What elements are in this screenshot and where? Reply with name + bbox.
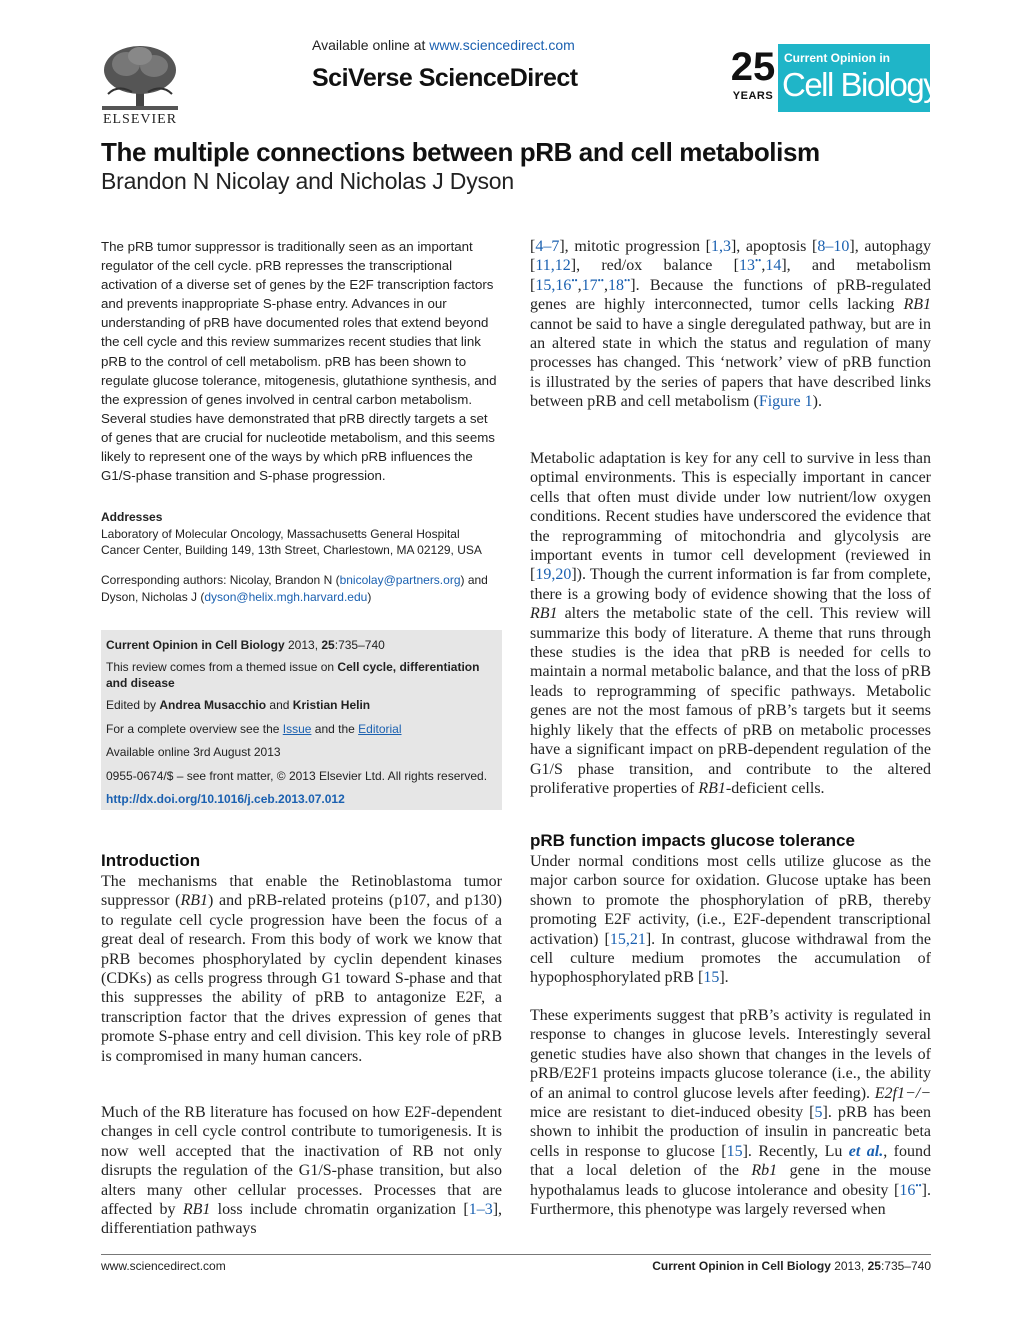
text: cannot be said to have a single deregulated pathway, but are in an altered state in which the status and regulation of many processes has changed. This ‘network’ view of pRB function is illustrated by the series of papers that have described links between pRB and cell metabolism ( <box>530 315 931 411</box>
text: gene in the mouse hypothalamus leads to glucose intolerance and obesity [ <box>530 1162 931 1199</box>
text: alters the metabolic state of the cell. This review will summarize this body of literature. A theme that runs through these studies is the idea that pRB is needed for cells to maintain a normal metabolic balance, and that the loss of pRB leads to reprogramming of specific pathways. Metabolic genes are not the most famous of pRB’s targets but it seems highly likely that the effects of pRB on metabolic processes have a significant impact on pRB-dependent regulation of the G1/S phase transition, and contribute to the altered proliferative properties of <box>530 605 931 797</box>
email-link-nicolay[interactable]: bnicolay@partners.org <box>339 573 461 587</box>
text: -deficient cells. <box>725 779 825 797</box>
footer-pages: :735–740 <box>880 1259 931 1273</box>
article-title: The multiple connections between pRB and cell metabolism <box>101 137 820 167</box>
text: ]. Recently, Lu <box>742 1142 849 1160</box>
reference-marker: •• <box>623 275 631 286</box>
info-overview <box>106 721 498 737</box>
doi-link[interactable] <box>106 791 498 807</box>
footer-website[interactable]: www.sciencedirect.com <box>101 1259 226 1273</box>
reference-marker: •• <box>571 275 578 286</box>
reference-marker: •• <box>755 256 762 267</box>
text: ]. In contrast, glucose withdrawal from the cell culture medium promotes the accumulation of hypophosphorylated pRB [ <box>530 930 931 987</box>
text: mice are resistant to diet-induced obesity [ <box>530 1104 815 1122</box>
info-overview-and: and the <box>311 722 359 736</box>
text: ], red/ox balance [ <box>570 257 739 275</box>
journal-badge <box>726 44 939 112</box>
reference-link[interactable]: 15 <box>726 1142 743 1160</box>
footer-journal: Current Opinion in Cell Biology <box>652 1259 831 1273</box>
available-online-line <box>312 37 575 53</box>
reference-marker: •• <box>915 1180 922 1191</box>
reference-link[interactable]: 8–10 <box>817 238 850 255</box>
gene-name: RB1 <box>182 1201 211 1219</box>
reference-link[interactable]: 5 <box>814 1104 823 1122</box>
text: ]). Though the current information is far from complete, there is a growing body of evidence showing that the loss of <box>530 566 931 603</box>
text: ). <box>812 393 822 411</box>
footer-volume: 25 <box>867 1259 881 1273</box>
corresponding-suffix: ) <box>367 590 372 604</box>
text: The mechanisms that enable the Retinoblastoma tumor suppressor ( <box>101 873 502 910</box>
et-al-link[interactable]: et al. <box>848 1142 884 1160</box>
corresponding-line-1 <box>101 572 502 589</box>
info-year: 2013, <box>284 638 322 652</box>
available-online-prefix: Available online at <box>312 37 430 53</box>
editorial-link[interactable]: Editorial <box>358 722 402 736</box>
email-link-dyson[interactable]: dyson@helix.mgh.harvard.edu <box>204 590 368 604</box>
figure-link[interactable]: Figure 1 <box>758 393 813 411</box>
gene-name: RB1 <box>903 296 931 314</box>
info-available-online: Available online 3rd August 2013 <box>106 745 281 759</box>
text: Under normal conditions most cells utilize glucose as the major carbon source for oxidation. Glucose uptake has been shown to promote the phosphorylation of pRB, thereby promoting E2F activity, (i.e., E2F-dependent transcriptional activation) [ <box>530 853 931 948</box>
right-paragraph-1 <box>530 237 931 412</box>
text: Metabolic adaptation is key for any cell to survive in less than optimal environments. This is especially important in cancer cells that often must divide under low nutrient/low oxygen conditions. Recent studies have underscored the evidence that the reprogramming of mitochondria and glycolysis are important events in tumor cell development (reviewed in [ <box>530 450 931 584</box>
info-volume: 25 <box>321 638 335 652</box>
addresses-text <box>101 526 502 558</box>
reference-link[interactable]: 11,12 <box>535 257 571 275</box>
introduction-heading: Introduction <box>101 851 201 870</box>
corresponding-middle: ) and <box>460 573 488 587</box>
reference-link[interactable]: 16 <box>899 1181 916 1199</box>
text: ], autophagy [ <box>530 238 931 275</box>
info-editor-1: Andrea Musacchio <box>159 698 267 712</box>
info-theme-name: Cell cycle, differentiation and disease <box>106 660 480 690</box>
badge-years-box <box>726 44 778 112</box>
glucose-paragraph-2 <box>530 1006 931 1219</box>
corresponding-prefix: Corresponding authors: Nicolay, Brandon N ( <box>101 573 340 587</box>
text: ]. pRB has been shown to inhibit the production of insulin in pancreatic beta cells in response to glucose [ <box>530 1104 932 1160</box>
info-citation <box>106 637 498 653</box>
badge-current-opinion: Current Opinion in <box>784 51 890 65</box>
text: Much of the RB literature has focused on how E2F-dependent changes in cell cycle control contribute to tumorigenesis. It is now well accepted that the inactivation of RB not only disrupts the regulation of the G1/S-phase transition, but also alters many other cellular processes. Processes that are affected by <box>101 1104 502 1219</box>
gene-name: Rb1 <box>751 1162 778 1180</box>
info-overview-prefix: For a complete overview see the <box>106 722 283 736</box>
gene-name: E2f1−/− <box>874 1084 931 1102</box>
reference-link[interactable]: 18 <box>607 276 624 294</box>
gene-name: RB1 <box>180 892 208 910</box>
right-paragraph-2 <box>530 449 931 798</box>
elsevier-tree-icon <box>98 44 182 112</box>
info-pages: :735–740 <box>334 638 385 652</box>
text: These experiments suggest that pRB’s activity is regulated in response to changes in glucose levels. Interestingly several genetic studies have also shown that changes in the levels of pRB/E2F1 proteins impacts glucose tolerance (i.e., the ability of an animal to control glucose levels after feeding). <box>530 1007 931 1102</box>
corresponding-authors <box>101 572 502 606</box>
info-edited-and: and <box>266 698 293 712</box>
info-theme-prefix: This review comes from a themed issue on <box>106 660 338 674</box>
footer-divider <box>101 1254 931 1255</box>
reference-marker: •• <box>597 275 604 286</box>
gene-name: RB1 <box>698 779 726 797</box>
glucose-paragraph-1 <box>530 852 931 988</box>
info-copyright: 0955-0674/$ – see front matter, © 2013 Elsevier Ltd. All rights reserved. <box>106 769 488 783</box>
footer-citation <box>652 1259 931 1273</box>
corresponding-line-2 <box>101 589 502 606</box>
elsevier-wordmark: ELSEVIER <box>102 112 178 127</box>
text: ], and metabolism [ <box>530 257 931 294</box>
badge-number: 25 <box>730 45 776 89</box>
text: ], apoptosis [ <box>730 238 818 255</box>
text: , <box>603 276 608 294</box>
text: ], differentiation pathways <box>101 1201 503 1238</box>
reference-link[interactable]: 15,21 <box>609 930 646 948</box>
reference-link[interactable]: 15 <box>703 969 720 987</box>
reference-link[interactable]: 1–3 <box>468 1201 493 1219</box>
reference-link[interactable]: 19,20 <box>535 566 572 584</box>
info-editor-2: Kristian Helin <box>292 698 371 712</box>
gene-name: RB1 <box>530 605 558 623</box>
address-line-2: Cancer Center, Building 149, 13th Street, Charlestown, MA 02129, USA <box>101 543 482 557</box>
issue-link[interactable]: Issue <box>282 722 312 736</box>
text: , <box>577 276 582 294</box>
addresses-heading: Addresses <box>101 510 163 524</box>
introduction-paragraph-2 <box>101 1103 502 1239</box>
text: ]. Because the functions of pRB-regulated genes are highly interconnected, tumor cells lacking <box>530 276 931 314</box>
text: ]. <box>719 969 729 987</box>
elsevier-logo <box>98 44 182 130</box>
reference-link[interactable]: 13 <box>739 257 755 275</box>
corresponding-line2-prefix: Dyson, Nicholas J ( <box>101 590 205 604</box>
abstract: The pRB tumor suppressor is traditionally seen as an important regulator of the cell cycle. pRB represses the transcriptional activation of a diverse set of genes by the E2F transcription factors and prevents inappropriate S-phase entry. Advances in our understanding of pRB have documented roles that extend beyond the cell cycle and this review summarizes recent studies that link pRB to the control of cell metabolism. pRB has been shown to regulate glucose tolerance, mitogenesis, glutathione synthesis, and the expression of genes involved in central carbon metabolism. Several studies have demonstrated that pRB directly targets a set of genes that are crucial for nucleotide metabolism, and this seems likely to represent one of the ways by which pRB influences the G1/S-phase transition and S-phase progression. <box>101 239 497 484</box>
badge-years-label: YEARS <box>732 90 774 102</box>
info-edited-prefix: Edited by <box>106 698 160 712</box>
text: [ <box>530 238 536 255</box>
sciverse-sciencedirect-brand: SciVerse ScienceDirect <box>312 64 578 92</box>
reference-link[interactable]: 17 <box>581 276 598 294</box>
text: ]. Furthermore, this phenotype was largely reversed when <box>530 1181 931 1219</box>
reference-link[interactable]: 15,16 <box>535 276 572 294</box>
info-edited-by <box>106 697 498 713</box>
info-theme <box>106 659 498 691</box>
text: loss include chromatin organization [ <box>210 1201 469 1219</box>
sciencedirect-link[interactable]: www.sciencedirect.com <box>429 37 575 53</box>
info-journal: Current Opinion in Cell Biology <box>106 638 285 652</box>
text: , <box>761 257 766 275</box>
text: ], mitotic progression [ <box>559 238 711 255</box>
address-line-1: Laboratory of Molecular Oncology, Massachusetts General Hospital <box>101 527 460 541</box>
reference-link[interactable]: 1,3 <box>710 238 731 255</box>
article-authors: Brandon N Nicolay and Nicholas J Dyson <box>101 168 514 194</box>
text: , found that a local deletion of the <box>530 1142 931 1180</box>
glucose-section-heading: pRB function impacts glucose tolerance <box>530 831 855 850</box>
text: ) and pRB-related proteins (p107, and p130) to regulate cell cycle progression have been the focus of a great deal of research. From this body of work we know that pRB becomes phosphorylated by cyclin dependent kinases (CDKs) as cells progress through G1 toward S-phase and that this suppresses the ability of pRB to antagonize E2F, a transcription factor that the drives expression of genes that promote S-phase entry and cell division. This key role of pRB is compromised in many human cancers. <box>101 892 503 1065</box>
reference-link[interactable]: 14 <box>765 257 782 275</box>
article-info-box <box>101 630 502 810</box>
doi-text[interactable]: http://dx.doi.org/10.1016/j.ceb.2013.07.012 <box>106 792 345 806</box>
reference-link[interactable]: 4–7 <box>535 238 560 255</box>
introduction-paragraph-1 <box>101 872 502 1066</box>
footer-year: 2013, <box>830 1259 868 1273</box>
badge-journal-name: Cell Biology <box>782 66 939 103</box>
